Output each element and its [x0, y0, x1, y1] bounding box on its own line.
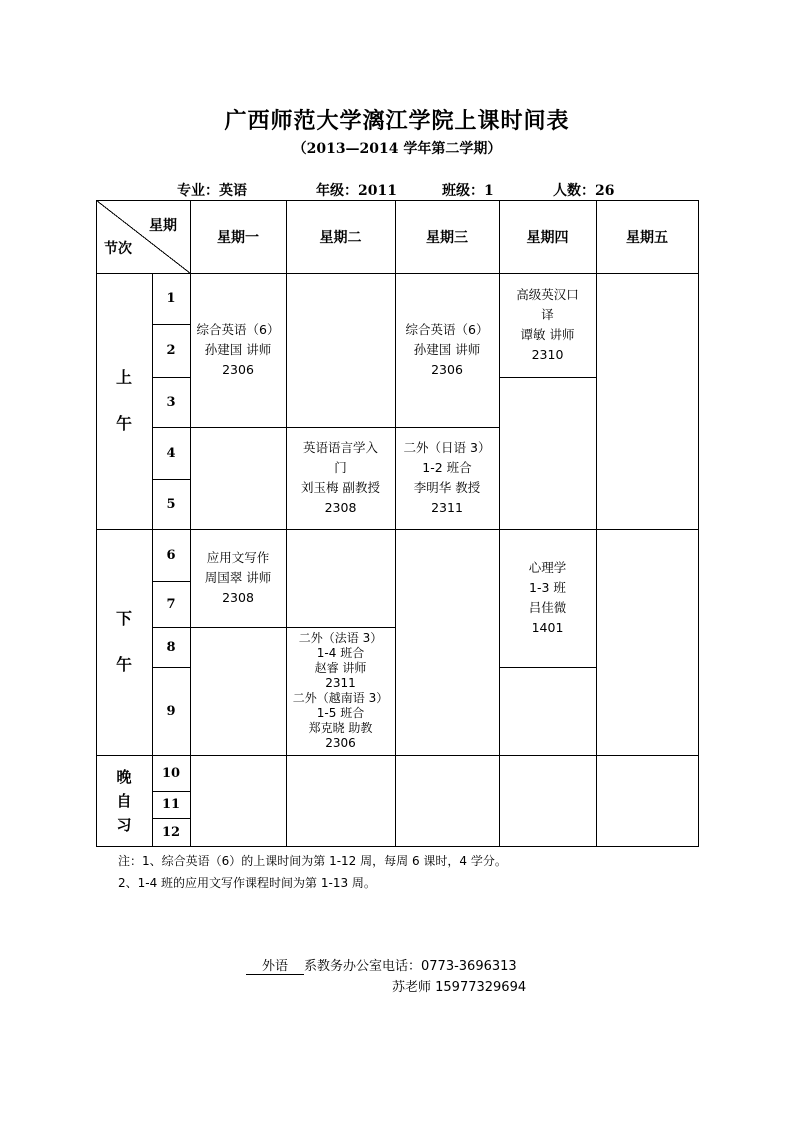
- grade-label: 年级：2011: [316, 183, 397, 199]
- course-room: 2306: [222, 362, 254, 377]
- course-teacher: 郑克晓 助教: [308, 721, 373, 735]
- course-class: 1-4 班合: [316, 646, 365, 660]
- course-class: 1-3 班: [529, 580, 566, 595]
- header-thursday: 星期四: [526, 229, 569, 246]
- period-number: 7: [166, 596, 176, 612]
- course-teacher: 李明华 教授: [413, 480, 481, 495]
- teacher-contact: 苏老师 15977329694: [392, 980, 527, 995]
- course-name: 英语语言学入: [302, 440, 378, 455]
- corner-weekday-label: 星期: [149, 218, 177, 234]
- major-label: 专业：英语: [177, 183, 247, 199]
- course-name: 应用文写作: [206, 550, 270, 565]
- period-number: 8: [166, 639, 176, 655]
- period-number: 5: [166, 496, 176, 512]
- period-number: 9: [166, 703, 176, 719]
- period-number: 6: [166, 547, 176, 563]
- session-evening-char: 晚: [116, 767, 132, 786]
- header-wednesday: 星期三: [426, 229, 468, 246]
- course-name: 心理学: [528, 560, 567, 575]
- period-number: 3: [166, 394, 176, 410]
- course-teacher: 吕佳微: [528, 600, 567, 615]
- session-morning-char: 午: [115, 414, 132, 433]
- course-class: 1-5 班合: [316, 706, 365, 720]
- period-number: 10: [161, 765, 181, 781]
- course-teacher: 孙建国 讲师: [204, 342, 272, 357]
- page-title: 广西师范大学漓江学院上课时间表: [224, 108, 570, 134]
- course-cell-wed-am[interactable]: [395, 273, 499, 427]
- course-cell-wed-am2[interactable]: [395, 427, 499, 529]
- course-cell-tue-pm[interactable]: [286, 627, 395, 755]
- period-number: 2: [166, 343, 176, 358]
- session-evening-char: 自: [116, 791, 132, 810]
- note-line-2: 2、1-4 班的应用文写作课程时间为第 1-13 周。: [118, 876, 376, 890]
- office-phone: 系教务办公室电话：0773-3696313: [304, 959, 517, 974]
- period-number: 1: [166, 291, 176, 306]
- header-tuesday: 星期二: [319, 229, 362, 246]
- course-class: 1-2 班合: [422, 460, 472, 475]
- course-teacher: 孙建国 讲师: [413, 342, 481, 357]
- course-cell-mon-am[interactable]: [190, 273, 286, 427]
- course-teacher: 周国翠 讲师: [204, 570, 272, 585]
- session-evening-char: 习: [116, 815, 132, 834]
- period-number: 4: [166, 445, 176, 461]
- corner-period-label: 节次: [104, 241, 132, 257]
- semester-subtitle: （2013—2014 学年第二学期）: [292, 141, 502, 157]
- course-cell-tue-am2[interactable]: [286, 427, 395, 529]
- period-number: 12: [161, 824, 181, 840]
- course-teacher: 赵睿 讲师: [314, 661, 367, 675]
- session-afternoon-char: 下: [115, 609, 132, 628]
- period-number: 11: [161, 797, 181, 812]
- course-name: 综合英语（6）: [405, 322, 489, 337]
- session-afternoon-char: 午: [115, 655, 132, 674]
- course-name: 综合英语（6）: [196, 322, 280, 337]
- session-evening: [96, 755, 152, 846]
- course-cell-thu-am[interactable]: [499, 273, 596, 377]
- header-monday: 星期一: [217, 229, 259, 246]
- class-label: 班级：1: [442, 183, 494, 199]
- contact-line: [246, 955, 517, 975]
- course-room: 2311: [431, 500, 463, 515]
- course-name-cont: 门: [334, 460, 347, 475]
- course-name: 高级英汉口: [516, 287, 579, 302]
- session-morning-char: 上: [115, 368, 132, 387]
- course-name: 二外（越南语 3）: [292, 691, 389, 705]
- course-name: 二外（日语 3）: [403, 440, 491, 455]
- course-room: 2310: [531, 347, 564, 362]
- course-room: 2311: [325, 676, 356, 690]
- note-line-1: 注：1、综合英语（6）的上课时间为第 1-12 周，每周 6 课时，4 学分。: [118, 854, 507, 868]
- course-room: 2306: [431, 362, 463, 377]
- course-name-cont: 译: [541, 307, 554, 322]
- course-name: 二外（法语 3）: [298, 631, 383, 645]
- course-teacher: 刘玉梅 副教授: [301, 480, 380, 495]
- count-label: 人数：26: [553, 183, 615, 199]
- course-room: 2308: [324, 500, 357, 515]
- course-cell-thu-pm[interactable]: [499, 529, 596, 667]
- course-cell-mon-pm[interactable]: [190, 529, 286, 627]
- session-morning: [96, 273, 152, 529]
- session-afternoon: [96, 529, 152, 755]
- course-room: 2308: [222, 590, 254, 605]
- course-teacher: 谭敏 讲师: [520, 327, 575, 342]
- course-room: 1401: [531, 620, 564, 635]
- course-room: 2306: [325, 736, 356, 750]
- department-name: 外语: [246, 955, 304, 975]
- header-friday: 星期五: [626, 229, 668, 246]
